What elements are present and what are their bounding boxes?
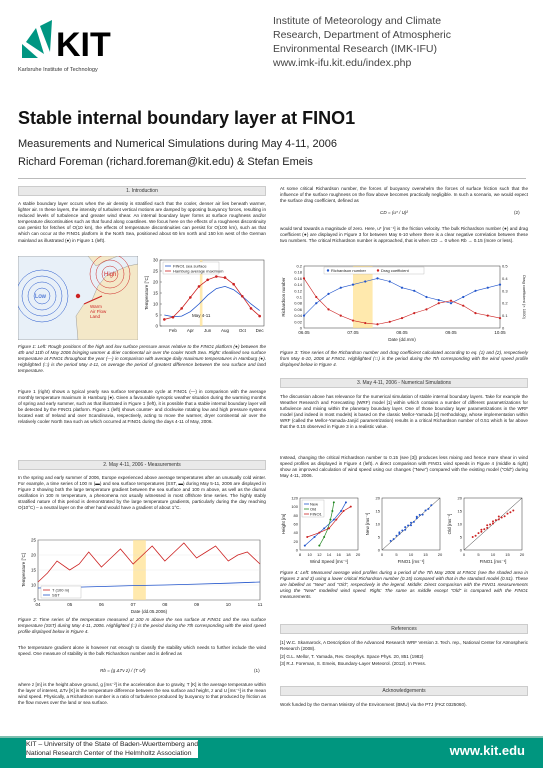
section-intro-header: 1. Introduction [18,186,266,196]
y-tick-label: 25 [30,537,36,543]
x-tick-label: 20 [355,552,361,557]
data-point [333,519,335,521]
y-tick-label: 0 [459,547,462,553]
y2-tick-label: 0.1 [502,313,508,319]
data-point [480,529,482,531]
section-numerical-header: 3. May 4-11, 2006 - Numerical Simulations [280,378,528,388]
data-point [329,519,331,521]
data-point [498,515,500,517]
data-point [198,285,201,288]
acknowledgement-text: Work funded by the German Ministry of the Environment (BMU) via the PTJ (FKZ 0325060). [280,702,467,707]
data-point [499,317,501,319]
equation-1: Rb = (g ΔTv z) / (T U²) [100,668,146,673]
y-tick-label: 25 [152,268,158,274]
x-tick-label: Feb [169,328,177,333]
y-tick-label: 80 [293,512,298,518]
y-tick-label: 15 [457,508,462,514]
x-tick-label: 08.05 [396,330,408,335]
data-point [303,315,305,317]
numerical-paragraph-2: Instead, changing the critical Richardson number to 0.15 (see [3]) produces less mixing and hence more shear in wind speed profiles as displayed in Figure 4 (left). A direct comparison with FINO1 wind speeds in Figure 4 (middle & right) show an improved calculation of wind speed using our changes ("New") compared with the existing model ("Old") during May 4-11, 2006. [280,455,528,479]
figure4-caption: Figure 4: Left: Measured average wind profiles during a period of the 7th May 2006 at FINO1 (see the shaded area in Figures 2 and 3) using a lower critical Richardson number (0.15) compared with that in the standard model (0.51). These are labelled as "New" and "Old", respectively in the legend. Middle: Direct comparison with the FINO1 measurements using the "New" modelled wind speed. Right: The same as middle except "Old" is compared with the FINO1 measurements. [280,570,528,600]
y2-axis-label: Drag coefficient (× 1000) [522,275,527,319]
x-tick-label: Apr [186,328,194,333]
equation-2: CD = (u* / U)² [380,210,408,215]
right-paragraph-2: would tend towards a magnitude of zero. Here, u* [ms⁻¹] is the friction velocity. The bulk Richardson number (●) and drag coefficient (●) are displayed in Figure 3 for between May 6-10 where there is a clear negative correlation between these two numbers. The critical Richardson number is approached, that is when CD → 0 when Rb → 0.15 (more or less). [280,226,528,244]
institute-line: Environmental Research (IMK-IFU) [273,43,437,55]
y-tick-label: 20 [375,495,380,501]
data-point [304,545,306,547]
data-point [314,536,316,538]
x-tick-label: 11 [257,602,263,607]
y-tick-label: 40 [293,530,298,536]
data-point [487,315,489,317]
institute-url[interactable]: www.imk-ifu.kit.edu/index.php [273,57,412,69]
data-point [189,296,192,299]
reference-3: [3] R.J. Foreman, S. Emeis, Boundary-Layer Meteorol. (2012). In Press. [280,661,427,666]
section-references-header: References [280,624,528,634]
kit-logo-graphic [18,14,118,64]
footer-text [26,740,198,758]
y-tick-label: 0.04 [294,313,302,319]
data-point [478,532,480,534]
page-title: Stable internal boundary layer at FINO1 [18,108,356,128]
data-point [318,532,320,534]
kit-logo [18,14,118,84]
x-tick-label: Jun [204,328,212,333]
y2-tick-label: 0.2 [502,300,508,306]
y-tick-label: 0.14 [294,282,302,288]
legend-swatch [377,269,379,271]
data-point [331,510,333,512]
y-tick-label: 5 [459,534,462,540]
y-tick-label: 60 [293,521,298,527]
map-low-label: Low [35,294,47,300]
data-point [483,528,485,530]
chart-fig2 [18,537,266,615]
data-point [315,302,317,304]
data-point [512,509,514,511]
data-point [306,536,308,538]
page-subtitle: Measurements and Numerical Simulations during May 4-11, 2006 [18,138,337,150]
y2-tick-label: 0.5 [502,263,508,269]
x-tick-label: 09 [194,602,200,607]
data-point [315,296,317,298]
x-tick-label: 18 [346,552,351,557]
x-tick-label: 10 [225,602,231,607]
section-measurements-header: 2. May 4-11, 2006 - Measurements [18,460,266,470]
legend-label: FINO1 [310,511,322,517]
data-point [401,317,403,319]
data-point [422,514,424,516]
x-tick-label: 12 [317,552,322,557]
data-point [480,531,482,533]
x-tick-label: 0 [462,552,466,557]
x-tick-label: 14 [326,552,332,557]
data-point [499,284,501,286]
data-point [390,540,392,542]
data-point [472,536,474,538]
equation-1-number: (1) [254,668,260,673]
y-axis-label: Height [m] [281,513,286,535]
y-tick-label: 100 [291,504,298,510]
y-tick-label: 10 [30,582,36,588]
x-tick-label: 10 [307,552,312,557]
x-tick-label: 10 [408,552,414,557]
data-point [323,527,325,529]
data-point [438,302,440,304]
legend-label: Richardson number [331,268,366,273]
x-tick-label: 16 [336,552,341,557]
data-point [498,518,500,520]
data-point [425,296,427,298]
legend-label: Hamburg average maximum [173,268,224,274]
y-axis-label: Old [ms⁻¹] [447,513,452,535]
x-tick-label: 20 [519,552,525,557]
reference-2: [2] G.L. Mellor, T. Yamada, Rev. Geophys. Space Phys. 20, 851 (1982) [280,654,424,659]
measurements-paragraph-3: where z [m] is the height above ground, g [ms⁻²] is the acceleration due to gravity, T [K] is the average temperature within the layer of interest, ΔTv [K] is the temperature difference between the sea surface and height, z and U [ms⁻¹] is the mean wind speed. Physically, a Richardson number is a ratio of turbulence produced by buoyancy to that produced by friction as the flow moves over the land or sea surface. [18,682,266,706]
y-axis-label: Richardson number [281,277,286,317]
x-tick-label: Dec [255,328,264,333]
data-point [474,312,476,314]
data-point [396,535,398,537]
y-tick-label: 0.08 [294,300,302,306]
intro-paragraph-1: A stable boundary layer occurs when the air density is stratified such that the cooler, denser air lies beneath warmer, lighter air. In these layers, the intensity of turbulent vertical motions are damped by opposing buoyancy forces, resulting in reduced levels of turbulence and greater wind shear. An internal boundary layer forms at surface roughness and/or temperature discontinuities such as that found along coastlines. We focus here on the effects of a roughness discontinuity can persist for fetches of O(10 km), the effects of temperature discontinuities can persist for O(100 km), such as that which can occur at the FINO1 platform in the North Sea, positioned about 60 km north and 150 km west of the German mainland as illustrated (●) in Figure 1 (left). [18,201,266,243]
legend-swatch [327,269,329,271]
institute-line: Research, Department of Atmospheric [273,29,451,41]
y-tick-label: 5 [33,597,36,603]
data-point [364,280,366,282]
data-point [507,513,509,515]
data-point [462,305,464,307]
y-tick-label: 0.06 [294,306,302,312]
map-warm-label: Warm [90,304,102,309]
data-point [450,300,452,302]
x-tick-label: 09.05 [445,330,457,335]
data-point [345,501,347,503]
footer-line: KIT – University of the State of Baden-Wuerttemberg and [26,741,199,748]
data-point [224,276,227,279]
data-point [376,323,378,325]
divider [18,178,526,179]
figure2-caption: Figure 2: Time series of the temperature measured at 100 m above the sea surface at FINO1 and the sea surface temperature (SST) during May 4-11, 2006. Highlighted (□) is the period during the 7th corresponding with the wind speed profile displayed below in Figure 4. [18,617,266,635]
data-point [410,524,412,526]
data-point [398,531,400,533]
data-point [425,308,427,310]
data-point [241,295,244,298]
y-tick-label: 15 [152,290,158,296]
data-point [352,284,354,286]
section-ack-header: Acknowledgements [280,686,528,696]
chart-fig3 [280,262,528,346]
data-point [327,308,329,310]
x-tick-label: Oct [238,328,246,333]
x-tick-label: 06 [98,602,104,607]
y-tick-label: 5 [377,534,380,540]
highlight-band [353,266,373,328]
y-tick-label: 10 [457,521,462,527]
data-point [487,287,489,289]
data-point [393,538,395,540]
data-point [504,515,506,517]
y-tick-label: 15 [30,567,36,573]
y-tick-label: 10 [375,521,380,527]
measurements-paragraph-1: In the spring and early summer of 2006, Europe experienced above average temperatures after an unusually cold winter. For example, a time series of 100 m (▬) and sea surface temperatures (SST, ▬) during May 5-11, 2006 are displayed in Figure 2 showing both the large temperature gradient between the sea surface and 100 m above, as well as the diurnal oscillation in 100 m temperature, a phenomena not usually witnessed in most offshore time series. The highly stably stratified nature of this period is demonstrated by the large temperature gradients, particularly during the day reaching O(10°C) – a neutral layer on the other hand would have a gradient of about 1°C. [18,475,266,511]
x-tick-label: 5 [477,552,480,557]
data-point [340,510,342,512]
figure3-caption: Figure 3: Time series of the Richardson number and drag coefficient calculated according to eq. (1) and (2), respectively from May 6-10, 2006 at FINO1. Highlighted (□) is the period during the 7th corresponding with the wind speed profile displayed below in Figure 4. [280,350,528,368]
data-point [410,522,412,524]
data-point [427,508,429,510]
data-point [323,536,325,538]
y-tick-label: 15 [375,508,380,514]
data-point [430,504,432,506]
y-tick-label: 0 [295,547,298,553]
y-tick-label: 0.12 [294,288,302,294]
data-point [486,524,488,526]
y-axis-label: Temperature [°C] [144,275,149,311]
legend-label: Drag coefficient [381,268,409,273]
data-point [364,322,366,324]
footer-url[interactable]: www.kit.edu [449,743,525,758]
x-tick-label: 8 [298,552,302,557]
right-paragraph-1: At some critical Richardson number, the forces of buoyancy overwhelm the forces of surface friction such that the influence of the surface roughness on the flow above becomes practically negligible. In such a scenario, we would expect the surface drag coefficient, defined as [280,186,528,204]
intro-paragraph-2: Figure 1 (right) shows a typical yearly sea surface temperature cycle at FINO1 (—) in comparison with the average monthly temperature maximum in Hamburg (●). Given a favourable synoptic weather situation during the warming months of spring and early summer, such as that illustrated in Figure 1 (left), it is possible that a stable internal boundary layer will be detected by the FINO1 platform. Figure 1 (left) shows counter- and clockwise rotating low and high pressure systems located east of Ireland and over Scandinavia, respectively, acting to move the warmer, dryer continental air over the relatively cooler North Sea such as which occurred at FINO1 during the days 4-11 of May, 2006. [18,389,266,425]
y-tick-label: 20 [457,495,462,501]
data-point [333,501,335,503]
kit-logo-text: KIT [56,26,111,64]
data-point [413,312,415,314]
data-point [489,524,491,526]
y-tick-label: 0 [377,547,380,553]
chart-fig4-right [446,494,528,568]
x-tick-label: 10.05 [494,330,506,335]
y-tick-label: 10 [152,301,158,307]
measurements-paragraph-2: The temperature gradient alone is however not enough to classify the stability which needs to further include the wind speed. One measure of stability is the bulk Richardson number and is defined as [18,645,266,657]
x-tick-label: 04 [35,602,41,607]
data-point [419,514,421,516]
y2-tick-label: 0.3 [502,288,508,294]
data-point [303,277,305,279]
y-axis-label: New [ms⁻¹] [365,512,370,536]
data-point [389,321,391,323]
figure1-caption: Figure 1: Left: Rough positions of the high and low surface pressure areas relative to the FINO1 platform (●) between the 4th and 11th of May 2006 bringing warmer & drier continental air over the cooler North Sea. Right: Idealised sea surface temperature at FINO1 throughout the year (—) in comparison with average daily maximum temperatures in Hamburg (●). Highlighted (□) is the period May 4-11, on average the period of greatest difference between the sea surface and land temperature. [18,344,266,374]
chart-annotation: May 4-11 [191,313,211,319]
data-point [486,527,488,529]
chart-fig1-right [142,256,268,340]
y-tick-label: 120 [291,495,298,501]
data-point [318,545,320,547]
reference-1: [1] W.C. Skamarock, A Description of the Advanced Research WRF Version 3. Tech. rep., National Center for Atmospheric Research (2008). [280,640,528,652]
data-point [404,526,406,528]
y-tick-label: 20 [30,552,36,558]
synoptic-map [18,256,138,340]
x-tick-label: Aug [220,328,230,333]
data-point [492,522,494,524]
data-point [413,290,415,292]
data-point [407,525,409,527]
data-point [416,516,418,518]
x-tick-label: 15 [423,552,428,557]
legend-label: FINO1 sea surface [173,263,207,269]
x-tick-label: 06.05 [298,330,310,335]
data-point [340,287,342,289]
data-point [163,318,166,321]
map-air-label: Air Flow [90,309,107,314]
footer-line: National Research Center of the Helmholtz Association [26,750,192,757]
y-tick-label: 0 [299,325,302,331]
y-tick-label: 20 [293,538,298,544]
x-tick-label: 07.05 [347,330,359,335]
data-point [352,319,354,321]
equation-2-number: (2) [514,210,520,215]
map-land-label: Land [90,314,101,319]
x-axis-label: Date (dd.05.2006) [130,609,168,614]
y2-tick-label: 0.4 [502,275,508,281]
x-tick-label: 20 [437,552,443,557]
data-point [474,290,476,292]
x-tick-label: 05 [67,602,73,607]
y-tick-label: 5 [155,312,158,318]
y-tick-label: 0.2 [296,263,302,269]
x-tick-label: 0 [380,552,384,557]
data-point [401,287,403,289]
kit-logo-subtitle: Karlsruhe Institute of Technology [18,67,98,73]
y-tick-label: 0.16 [294,275,302,281]
x-axis-label: Wind Speed [ms⁻¹] [309,559,349,564]
y-tick-label: 0.1 [296,294,302,300]
data-point [180,307,183,310]
data-point [335,519,337,521]
data-point [350,506,352,508]
data-point [425,509,427,511]
y-tick-label: 20 [152,279,158,285]
chart-fig4-middle [364,494,446,568]
data-point [389,280,391,282]
data-point [258,315,261,318]
data-point [328,527,330,529]
data-point [340,315,342,317]
x-tick-label: 15 [505,552,510,557]
authors: Richard Foreman (richard.foreman@kit.edu) & Stefan Emeis [18,156,313,168]
y-axis-label: Temperature [°C] [21,552,26,588]
data-point [509,511,511,513]
y2-tick-label: 0 [502,325,505,331]
data-point [501,517,503,519]
data-point [492,520,494,522]
data-point [401,530,403,532]
y-tick-label: 0.18 [294,269,302,275]
chart-fig4-left [280,494,364,568]
data-point [215,275,218,278]
institute-block [273,14,533,70]
data-point [450,302,452,304]
institute-line: Institute of Meteorology and Climate [273,15,442,27]
data-point [343,510,345,512]
legend-label: SST [52,592,60,598]
legend-label: T (100 m) [52,587,70,593]
y-tick-label: 0.02 [294,319,302,325]
y-tick-label: 30 [152,257,158,263]
map-high-label: High [104,272,117,278]
x-tick-label: 5 [395,552,398,557]
x-tick-label: 10 [490,552,496,557]
data-point [438,299,440,301]
data-point [376,277,378,279]
x-axis-label: FINO1 [ms⁻¹] [397,559,425,564]
x-tick-label: 08 [162,602,168,607]
x-axis-label: FINO1 [ms⁻¹] [479,559,507,564]
data-point [475,535,477,537]
data-point [206,279,209,282]
numerical-paragraph-1: The discussion above has relevance for the numerical simulation of stable internal boundary layers. Take for example the Weather Research and Forecasting (WRF) model [1] within which contains a number of different parametrizations for turbulence and mixing within the planetary boundary layer. One of those boundary layer parametrizations in the WRF model (and indeed in most models) is based on the classic Mellor-Yamada [2] methodology, whose implementation within WRF (called the Mellor-Yamada-Janjić parametrization) results in a critical Richardson number of 0.51 which is far above that the 0.15 observed in Figure 3 in a realistic value. [280,394,528,430]
legend-label: Old [310,506,317,512]
data-point [172,316,175,319]
data-point [404,529,406,531]
data-point [327,293,329,295]
y-tick-label: 0 [155,323,158,329]
legend-label: New [310,501,319,507]
data-point [413,521,415,523]
fino1-marker [76,294,80,298]
data-point [232,283,235,286]
x-axis-label: Date (dd.mm) [388,337,416,342]
data-point [495,519,497,521]
x-tick-label: 07 [130,602,136,607]
data-point [462,296,464,298]
data-point [250,307,253,310]
